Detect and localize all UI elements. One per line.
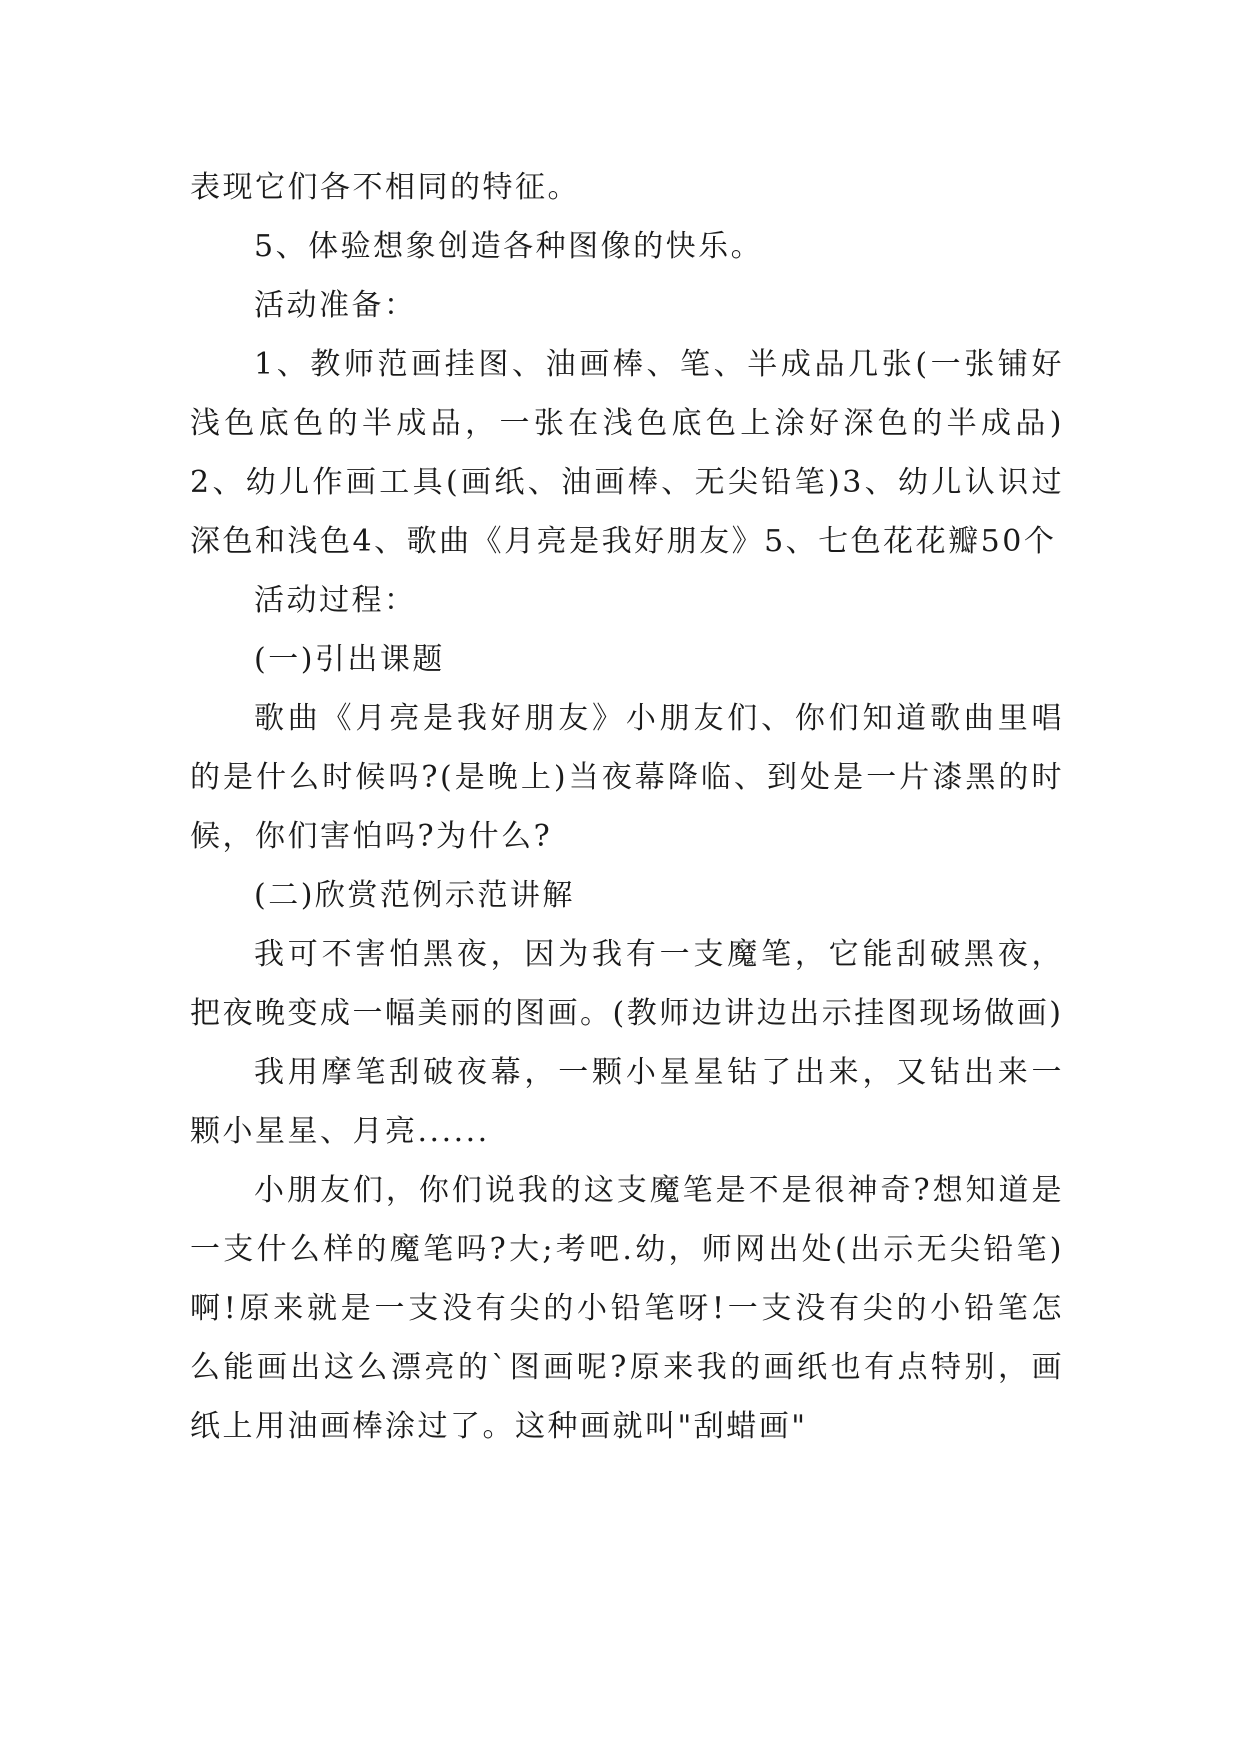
paragraph-11: 小朋友们，你们说我的这支魔笔是不是很神奇?想知道是一支什么样的魔笔吗?大;考吧.幼，师网出处(出示无尖铅笔)啊!原来就是一支没有尖的小铅笔呀!一支没有尖的小铅笔怎么能画出这么漂亮的`图画呢?原来我的画纸也有点特别，画纸上用油画棒涂过了。这种画就叫"刮蜡画" bbox=[190, 1173, 1064, 1444]
paragraph-7: 歌曲《月亮是我好朋友》小朋友们、你们知道歌曲里唱的是什么时候吗?(是晚上)当夜幕降临、到处是一片漆黑的时候，你们害怕吗?为什么? bbox=[190, 701, 1064, 854]
paragraph-6: (一)引出课题 bbox=[254, 642, 445, 677]
paragraph-3: 活动准备： bbox=[254, 288, 417, 323]
paragraph-10: 我用摩笔刮破夜幕，一颗小星星钻了出来，又钻出来一颗小星星、月亮...... bbox=[190, 1055, 1064, 1149]
paragraph-9: 我可不害怕黑夜，因为我有一支魔笔，它能刮破黑夜，把夜晚变成一幅美丽的图画。(教师边讲边出示挂图现场做画) bbox=[190, 937, 1064, 1031]
paragraph-1: 表现它们各不相同的特征。 bbox=[190, 170, 580, 205]
paragraph-2: 5、体验想象创造各种图像的快乐。 bbox=[254, 229, 764, 264]
document-body bbox=[190, 158, 1064, 1456]
paragraph-8: (二)欣赏范例示范讲解 bbox=[254, 878, 575, 913]
paragraph-4: 1、教师范画挂图、油画棒、笔、半成品几张(一张铺好浅色底色的半成品，一张在浅色底色上涂好深色的半成品)2、幼儿作画工具(画纸、油画棒、无尖铅笔)3、幼儿认识过深色和浅色4、歌曲《月亮是我好朋友》5、七色花花瓣50个 bbox=[190, 347, 1064, 559]
paragraph-5: 活动过程： bbox=[254, 583, 417, 618]
